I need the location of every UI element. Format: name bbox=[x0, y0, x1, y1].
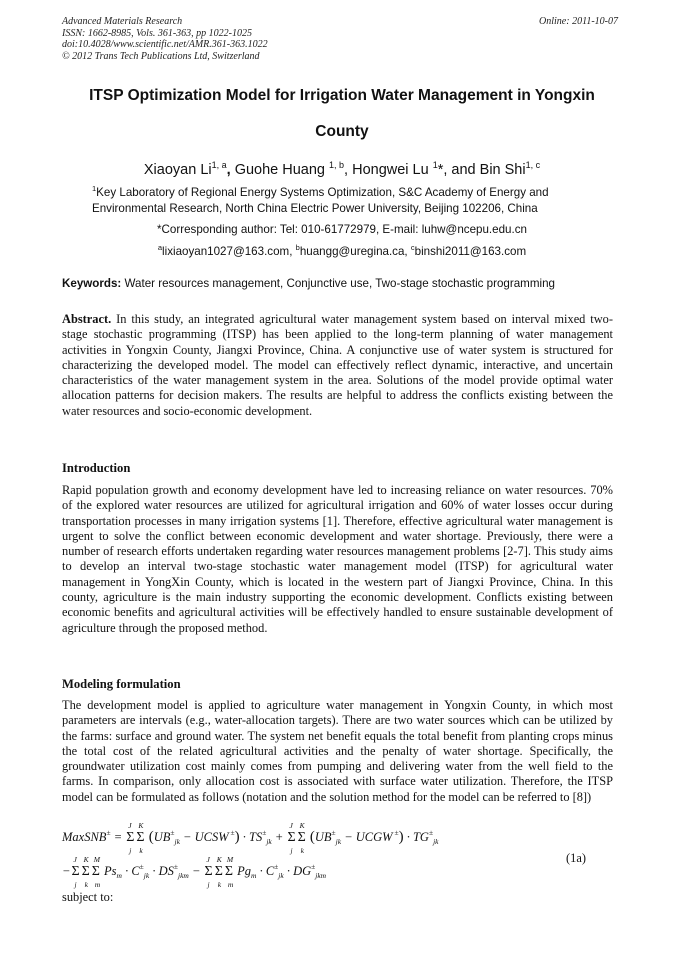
keywords-text: Water resources management, Conjunctive use, Two-stage stochastic programming bbox=[124, 277, 555, 290]
author-3-sup: 1 bbox=[432, 160, 438, 170]
online-date: Online: 2011-10-07 bbox=[539, 16, 618, 27]
abstract bbox=[62, 312, 613, 419]
email-c[interactable]: binshi2011@163.com bbox=[414, 245, 527, 258]
modeling-text: The development model is applied to agriculture water management in Yongxin County, in which most parameters are intervals (e.g., water-allocation targets). There are two water sources which can be utilized by the farms: surface and ground water. The system net benefit equals the total benefit from planting crops minus the total cost of the related agricultural activities and the penalty of water shortage. Specifically, the groundwater utilization cost mainly comes from pumping and delivering water from the well field to the farms. In comparison, only allocation cost is associated with surface water utilization. Therefore, the ITSP model can be formulated as follows (notation and the solution method for the model can be referred to [8]) bbox=[62, 698, 613, 804]
author-4-sup: 1, c bbox=[525, 160, 541, 170]
subject-to-label: subject to: bbox=[62, 890, 114, 904]
email-a[interactable]: lixiaoyan1027@163.com, bbox=[162, 245, 293, 258]
introduction-text: Rapid population growth and economy development have led to increasing reliance on water resources. 70% of the explored water resources are utilized for agricultural irrigation and 60% of water losses occur during transportation processes in many irrigation systems [1]. Therefore, effective agricultural water management is urgent to solve the conflict between economic development and water shortage. Previously, there were a number of research efforts undertaken regarding water resources management problems [2-7]. This study aims to develop an interval two-stage stochastic water management model (ITSP) for agricultural water management in YongXin County, which is located in the western part of Jiangxi Province, China. In this county, agriculture is the main industry supporting the economic development. Conflicts existing between economic benefits and agricultural activities will be effectively handled to ensure sustainable development of agriculture through the proposed method. bbox=[62, 483, 613, 635]
objective-equation-line-2: −Σ J j Σ K k Σ M m $Ps_m \cdot C^\pm_{jk} \cdot DS^\pm_{jkm} - \Sigma$ J j Σ K k Σ M m $Pg_m \cdot C^\pm_{jk} \cdot DG^\pm_{jkm}$ bbox=[62, 855, 327, 889]
issn-line: ISSN: 1662-8985, Vols. 361-363, pp 1022-1025 bbox=[62, 27, 252, 39]
author-list: Xiaoyan Li$^{1, a}$, Guohe Huang $^{1, b}$, Hongwei Lu $^1$*, and Bin Shi$^{1, c}$ bbox=[143, 160, 541, 178]
author-1: Xiaoyan Li bbox=[143, 162, 212, 178]
affiliation bbox=[92, 185, 612, 217]
affiliation-sup: 1 bbox=[92, 184, 97, 193]
objective-equation-line-1: MaxSNB± = Σ J j Σ K k ($UB^\pm_{jk}$ − UCSW $^\pm) \cdot TS^\pm_{jk} + \Sigma$ J j Σ K k ($UB^\pm_{jk}$ − UCGW $^\pm) \cdot TG^\pm_{jk}$ bbox=[62, 821, 439, 855]
email-b[interactable]: huangg@uregina.ca, bbox=[299, 245, 408, 258]
equation-number: (1a) bbox=[566, 851, 586, 865]
affiliation-text: Key Laboratory of Regional Energy Systems Optimization, S&C Academy of Energy and Environmental Research, North China Electric Power University, Beijing 102206, China bbox=[92, 186, 549, 215]
keywords bbox=[62, 276, 622, 292]
journal-header bbox=[62, 16, 618, 62]
author-4: and Bin Shi bbox=[451, 162, 526, 178]
modeling-heading: Modeling formulation bbox=[62, 677, 181, 691]
abstract-text: In this study, an integrated agricultural water management system based on interval mixed two-stage stochastic programming (ITSP) has been applied to the long-term planning of water management activities in Yongxin County, Jiangxi Province, China. A conjunctive use of water system is structured for characterizing the developed model. The model can effectively reflect dynamic, interactive, and uncertain characteristics of the water management system in the area. Solutions of the model provide optimal water allocation patterns for decision makers. The results are helpful to address the conflicts existing between the water resources and socio-economic development. bbox=[62, 312, 614, 418]
doi-line: doi:10.4028/www.scientific.net/AMR.361-363.1022 bbox=[62, 39, 268, 50]
paper-title bbox=[62, 78, 622, 150]
title-line-2: County bbox=[315, 123, 369, 140]
corresponding-author: *Corresponding author: Tel: 010-61772979, E-mail: luhw@ncepu.edu.cn bbox=[157, 223, 527, 236]
keywords-label: Keywords: bbox=[62, 277, 122, 290]
abstract-label: Abstract. bbox=[62, 312, 112, 326]
journal-name: Advanced Materials Research bbox=[62, 16, 183, 27]
author-2-sup: 1, b bbox=[329, 160, 345, 170]
author-1-sup: 1, a bbox=[211, 160, 227, 170]
author-2: Guohe Huang bbox=[234, 162, 325, 178]
title-line-1: ITSP Optimization Model for Irrigation Water Management in Yongxin bbox=[89, 87, 595, 104]
introduction-heading: Introduction bbox=[62, 461, 131, 475]
copyright-line: © 2012 Trans Tech Publications Ltd, Switzerland bbox=[62, 50, 260, 62]
author-3: Hongwei Lu bbox=[352, 162, 429, 178]
author-emails: $^a$lixiaoyan1027@163.com, $^b$huangg@uregina.ca, $^c$binshi2011@163.com bbox=[157, 243, 527, 258]
